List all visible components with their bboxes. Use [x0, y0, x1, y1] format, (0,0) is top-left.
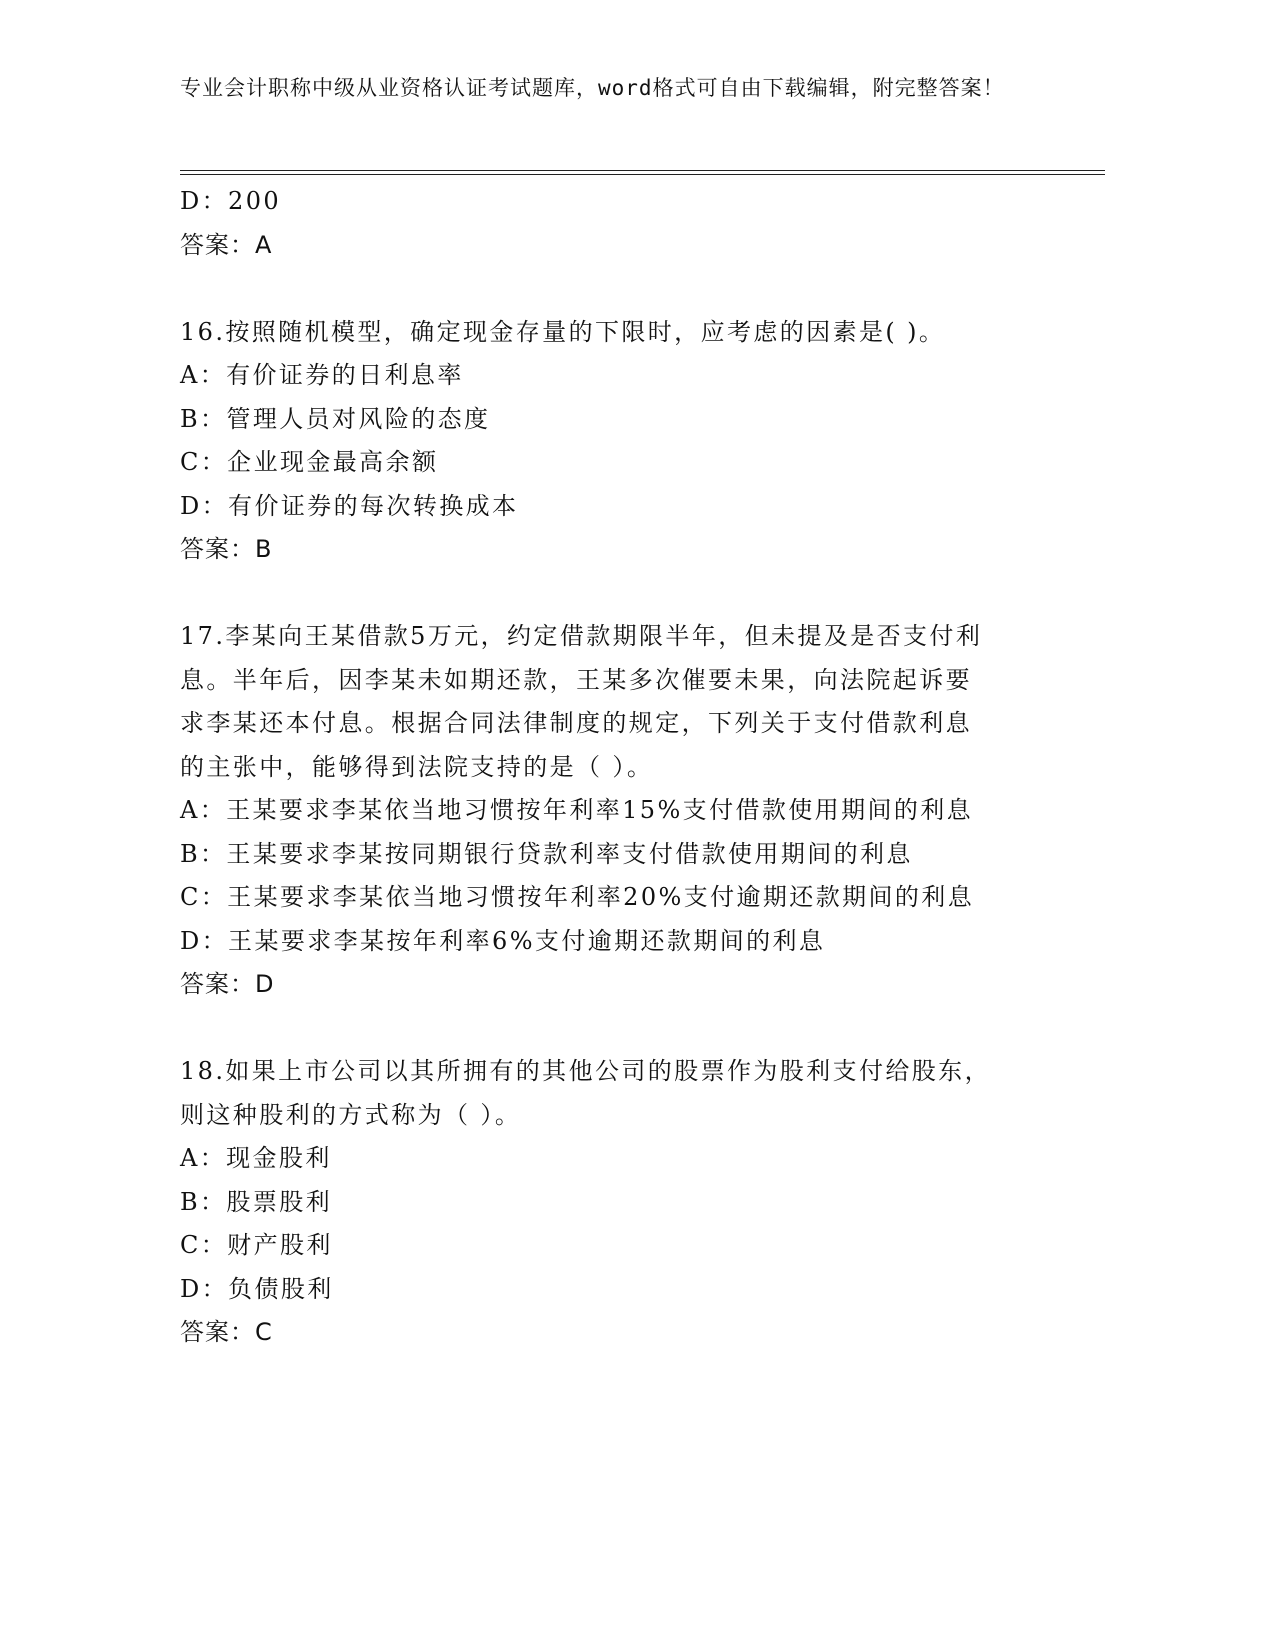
- page-header: [180, 72, 1030, 104]
- option-a: A：王某要求李某依当地习惯按年利率15%支付借款使用期间的利息: [180, 796, 974, 824]
- option-b: B：王某要求李某按同期银行贷款利率支付借款使用期间的利息: [180, 839, 913, 868]
- question-16: [180, 311, 1040, 572]
- option-d: D：王某要求李某按年利率6%支付逾期还款期间的利息: [180, 926, 826, 955]
- option-a: A：有价证券的日利息率: [180, 361, 464, 389]
- prev-answer: 答案：A: [180, 230, 273, 259]
- question-stem: 16.按照随机模型，确定现金存量的下限时，应考虑的因素是( )。: [180, 317, 946, 346]
- question-stem-line: 求李某还本付息。根据合同法律制度的规定，下列关于支付借款利息: [180, 709, 972, 737]
- spacer: [180, 267, 1040, 311]
- header-rule-top: [180, 170, 1105, 171]
- option-a: A：现金股利: [180, 1144, 332, 1172]
- header-text: 专业会计职称中级从业资格认证考试题库，word格式可自由下载编辑，附完整答案！: [180, 76, 1005, 100]
- spacer: [180, 1007, 1040, 1051]
- question-stem-line: 息。半年后，因李某未如期还款，王某多次催要未果，向法院起诉要: [180, 665, 972, 694]
- option-d: D：负债股利: [180, 1274, 334, 1303]
- spacer: [180, 572, 1040, 616]
- question-stem-line: 17.李某向王某借款5万元，约定借款期限半年，但未提及是否支付利: [180, 622, 983, 650]
- question-stem-line: 的主张中，能够得到法院支持的是（ ）。: [180, 752, 654, 781]
- prev-option-d: D：200: [180, 187, 282, 215]
- option-b: B：管理人员对风险的态度: [180, 404, 491, 433]
- answer: 答案：B: [180, 535, 273, 563]
- answer: 答案：D: [180, 970, 275, 998]
- answer: 答案：C: [180, 1318, 273, 1346]
- option-c: C：王某要求李某依当地习惯按年利率20%支付逾期还款期间的利息: [180, 883, 975, 911]
- question-content: [180, 180, 1040, 1355]
- option-c: C：企业现金最高余额: [180, 448, 439, 476]
- question-stem-line: 则这种股利的方式称为（ ）。: [180, 1100, 522, 1129]
- question-18: [180, 1050, 1040, 1355]
- option-d: D：有价证券的每次转换成本: [180, 491, 519, 520]
- option-b: B：股票股利: [180, 1187, 333, 1216]
- question-17: [180, 615, 1040, 1007]
- option-c: C：财产股利: [180, 1231, 333, 1259]
- question-stem-line: 18.如果上市公司以其所拥有的其他公司的股票作为股利支付给股东，: [180, 1057, 991, 1085]
- header-rule-bottom: [180, 174, 1105, 175]
